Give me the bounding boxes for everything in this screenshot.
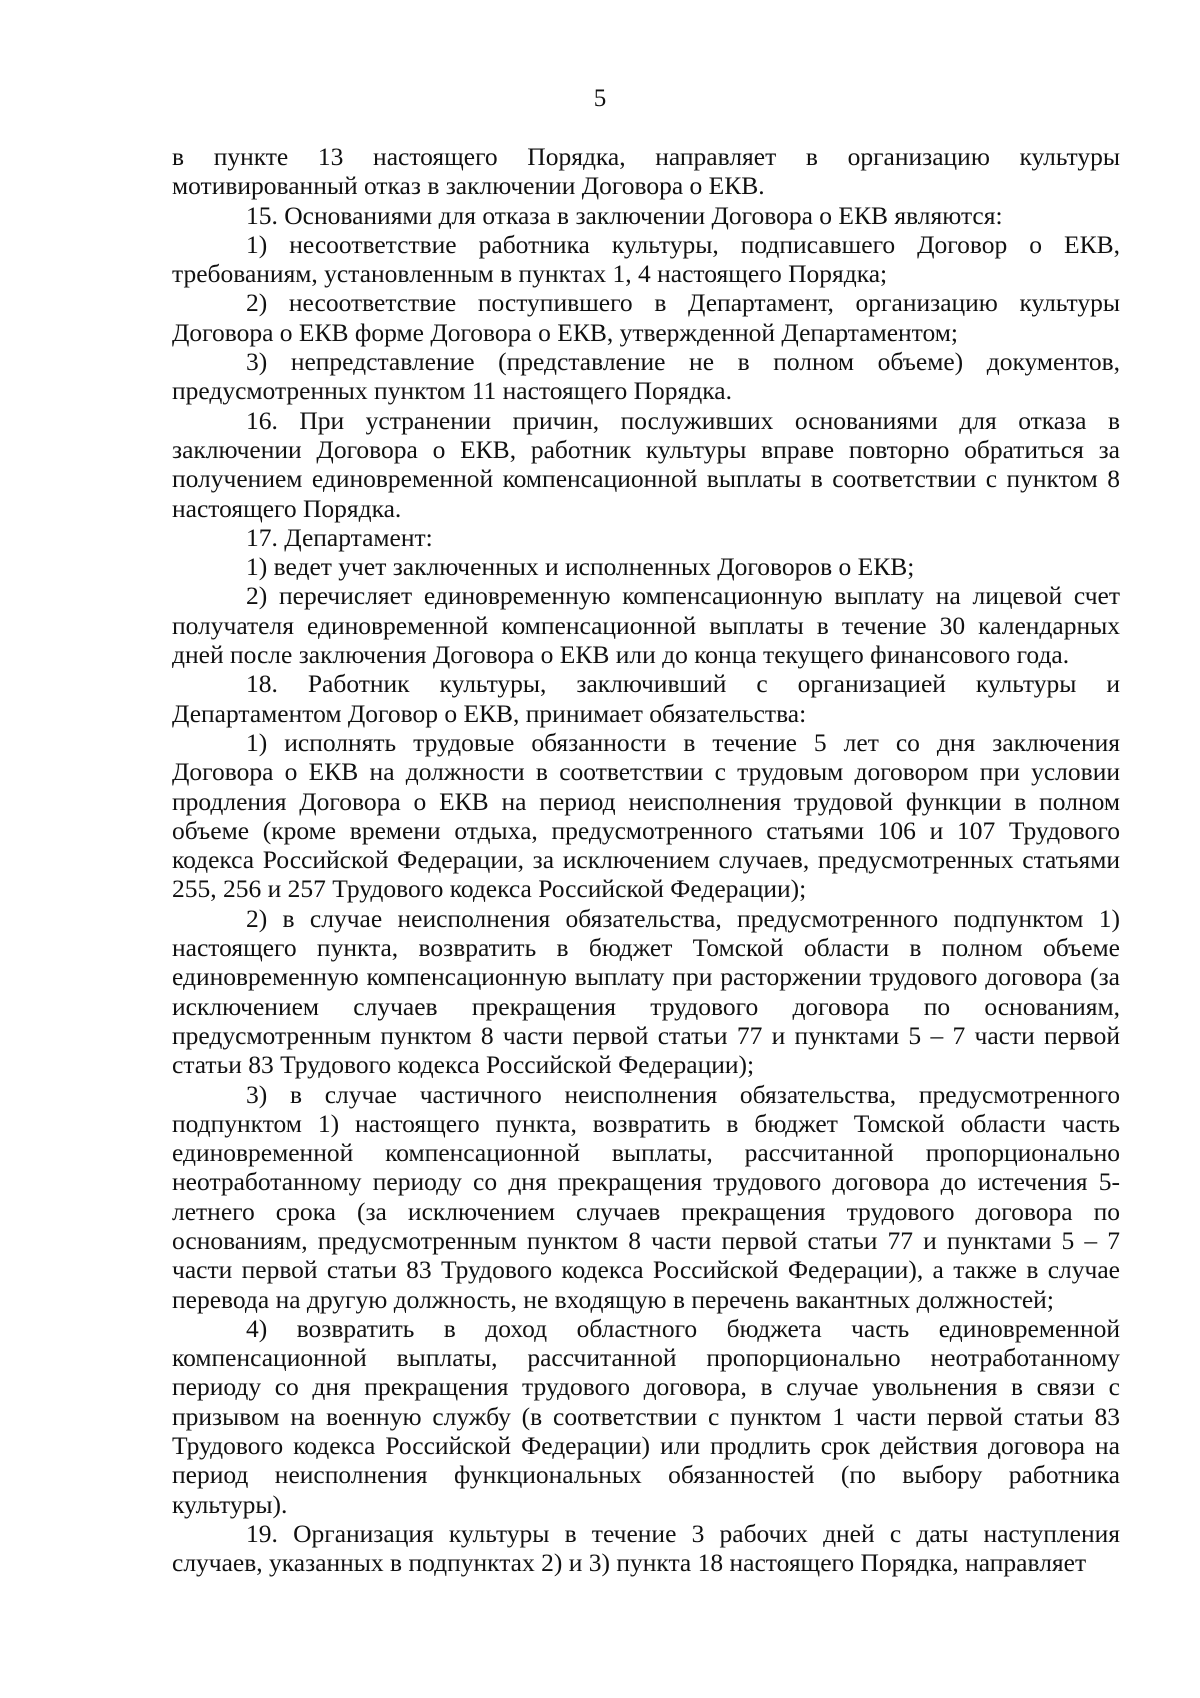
paragraph: 4) возвратить в доход областного бюджета часть единовременной компенсационной выплаты, рассчитанной пропорционально неотработанному периоду со дня прекращения трудового договора, в случае увольнения в связи с призывом на военную службу (в соответствии с пунктом 1 части первой статьи 83 Трудового кодекса Российской Федерации) или продлить срок действия договора на период неисполнения функциональных обязанностей (по выбору работника культуры). <box>172 1313 1120 1519</box>
paragraph: 2) перечисляет единовременную компенсационную выплату на лицевой счет получателя единовременной компенсационной выплаты в течение 30 календарных дней после заключения Договора о ЕКВ или до конца текущего финансового года. <box>172 581 1120 670</box>
paragraph: 1) несоответствие работника культуры, подписавшего Договор о ЕКВ, требованиям, установленным в пунктах 1, 4 настоящего Порядка; <box>172 229 1120 289</box>
paragraph: 2) несоответствие поступившего в Департамент, организацию культуры Договора о ЕКВ форме Договора о ЕКВ, утвержденной Департаментом; <box>172 288 1120 347</box>
paragraph: 1) ведет учет заключенных и исполненных Договоров о ЕКВ; <box>246 552 915 582</box>
paragraph: 3) в случае частичного неисполнения обязательства, предусмотренного подпунктом 1) настоящего пункта, возвратить в бюджет Томской области часть единовременной компенсационной выплаты, рассчитанной пропорционально неотработанному периоду со дня прекращения трудового договора до истечения 5-летнего срока (за исключением случаев прекращения трудового договора по основаниям, предусмотренным пунктом 8 части первой статьи 77 и пунктами 5 – 7 части первой статьи 83 Трудового кодекса Российской Федерации), а также в случае перевода на другую должность, не входящую в перечень вакантных должностей; <box>172 1079 1120 1314</box>
paragraph: 18. Работник культуры, заключивший с организацией культуры и Департаментом Договор о ЕКВ, принимает обязательства: <box>172 669 1120 728</box>
paragraph: 3) непредставление (представление не в полном объеме) документов, предусмотренных пунктом 11 настоящего Порядка. <box>172 347 1120 406</box>
page-number: 5 <box>593 85 607 112</box>
paragraph: 2) в случае неисполнения обязательства, предусмотренного подпунктом 1) настоящего пункта, возвратить в бюджет Томской области в полном объеме единовременную компенсационную выплату при расторжении трудового договора (за исключением случаев прекращения трудового договора по основаниям, предусмотренным пунктом 8 части первой статьи 77 и пунктами 5 – 7 части первой статьи 83 Трудового кодекса Российской Федерации); <box>172 903 1120 1080</box>
paragraph: 16. При устранении причин, послуживших основаниями для отказа в заключении Договора о ЕКВ, работник культуры вправе повторно обратиться за получением единовременной компенсационной выплаты в соответствии с пунктом 8 настоящего Порядка. <box>172 405 1120 523</box>
paragraph: 15. Основаниями для отказа в заключении Договора о ЕКВ являются: <box>246 200 1003 230</box>
paragraph: 17. Департамент: <box>246 522 433 552</box>
paragraph: в пункте 13 настоящего Порядка, направляет в организацию культуры мотивированный отказ в заключении Договора о ЕКВ. <box>172 142 1120 201</box>
paragraph: 1) исполнять трудовые обязанности в течение 5 лет со дня заключения Договора о ЕКВ на должности в соответствии с трудовым договором при условии продления Договора о ЕКВ на период неисполнения трудовой функции в полном объеме (кроме времени отдыха, предусмотренного статьями 106 и 107 Трудового кодекса Российской Федерации, за исключением случаев, предусмотренных статьями 255, 256 и 257 Трудового кодекса Российской Федерации); <box>172 727 1120 904</box>
document-body <box>172 142 1120 1578</box>
paragraph: 19. Организация культуры в течение 3 рабочих дней с даты наступления случаев, указанных в подпунктах 2) и 3) пункта 18 настоящего Порядка, направляет <box>172 1518 1120 1578</box>
